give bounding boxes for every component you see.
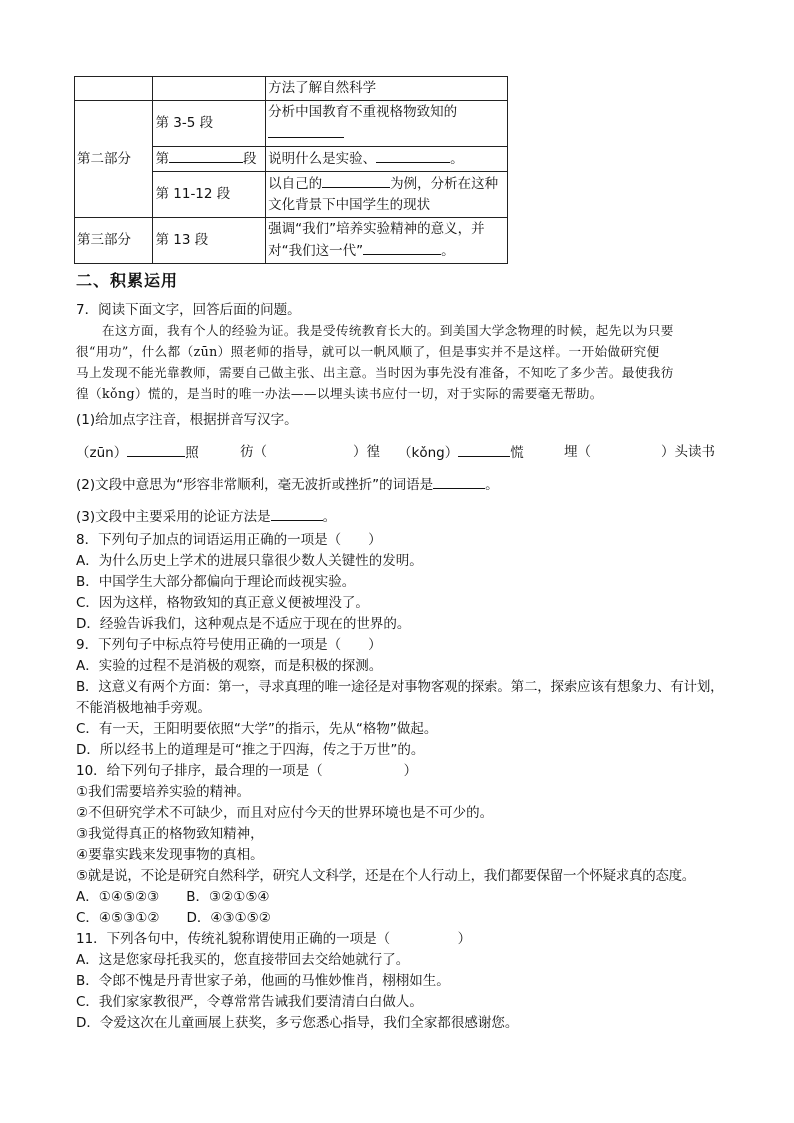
paragraph-range-cell: 第 11-12 段 <box>153 172 266 218</box>
option-d: D．令爱这次在儿童画展上获奖，多亏您悉心指导，我们全家都很感谢您。 <box>76 1015 519 1031</box>
question-text: 。 <box>322 509 337 525</box>
option-b-continued: 不能消极地袖手旁观。 <box>76 700 211 716</box>
option-b: B．中国学生大部分都偏向于理论而歧视实验。 <box>76 574 356 590</box>
table-cell <box>75 77 153 101</box>
content-text: 强调“我们”培养实验精神的意义，并 <box>268 221 485 237</box>
answer-blank[interactable] <box>363 240 441 255</box>
content-text: 以自己的 <box>268 176 323 192</box>
fill-char: 照 <box>185 445 199 461</box>
answer-blank[interactable] <box>433 474 485 489</box>
pinyin-label: （zūn） <box>76 445 128 461</box>
paragraph-range-cell: 第 3-5 段 <box>153 101 266 147</box>
answer-blank[interactable] <box>376 148 450 163</box>
option-a: A．实验的过程不是消极的观察，而是积极的探测。 <box>76 658 383 674</box>
answer-blank[interactable] <box>169 148 243 163</box>
table-row <box>75 77 508 101</box>
fill-char: 埋（ <box>564 444 591 460</box>
answer-blank[interactable] <box>127 442 185 457</box>
part-label-cell: 第三部分 <box>75 218 153 264</box>
fill-item-kong <box>398 442 524 463</box>
question-text: 。 <box>485 477 499 493</box>
table-cell: 方法了解自然科学 <box>266 77 508 101</box>
content-text: 。 <box>450 151 464 167</box>
question-text: (2)文段中意思为“形容非常顺利，毫无波折或挫折”的词语是 <box>76 477 434 493</box>
content-cell <box>266 147 508 172</box>
content-cell <box>266 172 508 218</box>
answer-blank[interactable] <box>322 173 390 188</box>
fill-char: ）徨 <box>353 444 380 460</box>
content-text: 说明什么是实验、 <box>268 151 377 167</box>
content-text: 为例，分析在这种 <box>390 176 499 192</box>
paragraph-range-cell: 第 13 段 <box>153 218 266 264</box>
sentence-5: ⑤就是说，不论是研究自然科学，研究人文科学，还是在个人行动上，我们都要保留一个怀疑求真的态度。 <box>76 868 696 884</box>
question-7-sub3 <box>76 506 336 527</box>
option-b: B．令郎不愧是丹青世家子弟，他画的马惟妙惟肖，栩栩如生。 <box>76 973 450 989</box>
passage-line: 很“用功”，什么都（zūn）照老师的指导，就可以一帆风顺了，但是事实并不是这样。一开始做研究便 <box>76 344 660 359</box>
question-7-stem: 7．阅读下面文字，回答后面的问题。 <box>76 302 301 318</box>
sentence-1: ①我们需要培养实验的精神。 <box>76 784 251 800</box>
option-d: D．所以经书上的道理是可“推之于四海，传之于万世”的。 <box>76 742 425 758</box>
question-7-sub2 <box>76 474 499 495</box>
paragraph-range-cell <box>153 147 266 172</box>
pinyin-label: （kǒng） <box>398 445 459 461</box>
table-row <box>75 101 508 147</box>
sentence-4: ④要靠实践来发现事物的真相。 <box>76 847 264 863</box>
section-heading: 二、积累运用 <box>76 271 179 290</box>
table-row <box>75 218 508 264</box>
passage-line: 在这方面，我有个人的经验为证。我是受传统教育长大的。到美国大学念物理的时候，起先以为只要 <box>102 323 674 338</box>
answer-blank[interactable] <box>458 442 510 457</box>
option-a: A．这是您家母托我买的，您直接带回去交给她就行了。 <box>76 952 410 968</box>
fill-item-zun <box>76 442 199 463</box>
question-11-stem: 11．下列各句中，传统礼貌称谓使用正确的一项是（ ） <box>76 931 472 947</box>
option-b: B．这意义有两个方面：第一，寻求真理的唯一途径是对事物客观的探索。第二，探索应该有想象力、有计划， <box>76 679 724 695</box>
para-prefix: 第 <box>155 151 169 167</box>
content-text: 分析中国教育不重视格物致知的 <box>268 104 458 120</box>
question-10-stem: 10．给下列句子排序，最合理的一项是（ ） <box>76 763 418 779</box>
sentence-2: ②不但研究学术不可缺少，而且对应付今天的世界环境也是不可少的。 <box>76 805 494 821</box>
fill-item-pang <box>240 442 380 462</box>
question-9-stem: 9．下列句子中标点符号使用正确的一项是（ ） <box>76 637 382 653</box>
content-cell <box>266 101 508 147</box>
question-text: (3)文段中主要采用的论证方法是 <box>76 509 271 525</box>
option-c: C．因为这样，格物致知的真正意义便被埋没了。 <box>76 595 369 611</box>
reading-passage <box>76 320 722 404</box>
fill-char: 彷（ <box>240 444 267 460</box>
content-text: 文化背景下中国学生的现状 <box>268 197 431 213</box>
part-label-cell: 第二部分 <box>75 101 153 218</box>
fill-item-mai <box>564 442 715 462</box>
content-cell <box>266 218 508 264</box>
passage-line: 徨（kǒng）慌的，是当时的唯一办法——以埋头读书应付一切，对于实际的需要毫无帮助。 <box>76 386 603 401</box>
options-cd: C．④⑤③①② D．④③①⑤② <box>76 910 271 926</box>
question-8-stem: 8．下列句子加点的词语运用正确的一项是（ ） <box>76 532 382 548</box>
fill-char: 慌 <box>510 445 524 461</box>
option-d: D．经验告诉我们，这种观点是不适应于现在的世界的。 <box>76 616 411 632</box>
answer-blank[interactable] <box>271 506 323 521</box>
sentence-3: ③我觉得真正的格物致知精神， <box>76 826 264 842</box>
options-ab: A．①④⑤②③ B．③②①⑤④ <box>76 889 270 905</box>
answer-blank[interactable] <box>268 123 344 138</box>
para-suffix: 段 <box>242 151 257 167</box>
structure-outline-table <box>74 76 508 264</box>
table-cell <box>153 77 266 101</box>
option-c: C．我们家家教很严，令尊常常告诫我们要清清白白做人。 <box>76 994 423 1010</box>
option-a: A．为什么历史上学术的进展只靠很少数人关键性的发明。 <box>76 553 423 569</box>
fill-char: ）头读书 <box>661 444 715 460</box>
option-c: C．有一天，王阳明要依照“大学”的指示，先从“格物”做起。 <box>76 721 438 737</box>
content-text: 对“我们这一代” <box>268 243 364 259</box>
content-text: 。 <box>441 243 455 259</box>
question-7-sub1: (1)给加点字注音，根据拼音写汉字。 <box>76 412 298 428</box>
passage-line: 马上发现不能光靠教师，需要自己做主张、出主意。当时因为事先没有准备，不知吃了多少苦。最使我彷 <box>76 365 674 380</box>
